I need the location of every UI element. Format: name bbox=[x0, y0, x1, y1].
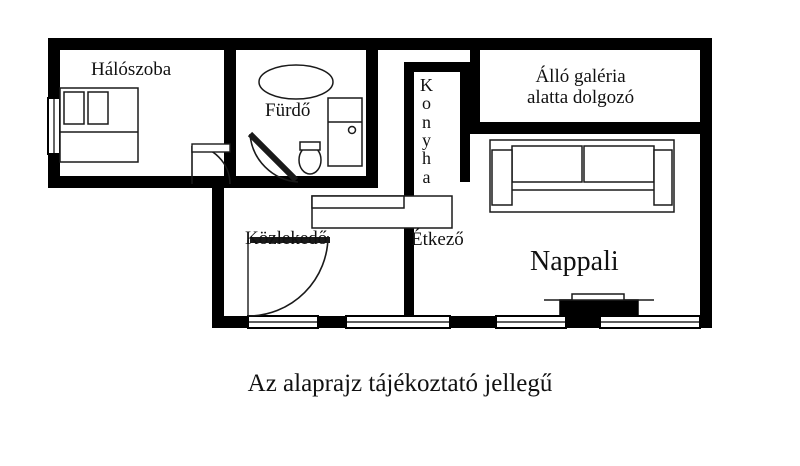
door-bedroom-panel bbox=[192, 144, 230, 152]
shower-knob bbox=[349, 127, 356, 134]
media-console-top bbox=[572, 294, 624, 300]
media-console bbox=[560, 300, 638, 316]
toilet-tank bbox=[300, 142, 320, 150]
wall-top bbox=[48, 38, 712, 50]
wall-bathroom-bottom bbox=[236, 176, 378, 188]
dining-bench bbox=[312, 196, 404, 208]
footer-note: Az alaprajz tájékoztató jellegű bbox=[247, 370, 553, 397]
wall-left-lower bbox=[212, 176, 224, 328]
kitchen-letter-5: h bbox=[422, 148, 431, 169]
sofa-cushion-left bbox=[512, 146, 582, 182]
wall-gallery-bottom bbox=[470, 122, 712, 134]
room-label-corridor: Közlekedő bbox=[245, 228, 328, 249]
wall-right bbox=[700, 38, 712, 328]
bed-pillow-right bbox=[88, 92, 108, 124]
room-label-gallery bbox=[527, 66, 634, 109]
room-label-living: Nappali bbox=[530, 246, 619, 277]
wall-kitchen-top bbox=[404, 62, 470, 72]
sofa-arm-right bbox=[654, 150, 672, 205]
bed-pillow-left bbox=[64, 92, 84, 124]
wall-kitchen-right bbox=[460, 62, 470, 182]
kitchen-letter-1: K bbox=[420, 75, 433, 95]
sofa-cushion-right bbox=[584, 146, 654, 182]
wall-bathroom-right bbox=[366, 50, 378, 188]
shower-cabin bbox=[328, 98, 362, 166]
wall-bedroom-bottom bbox=[48, 176, 224, 188]
wall-kitchen-left bbox=[404, 62, 414, 316]
kitchen-letter-4: y bbox=[422, 130, 431, 151]
room-label-gallery-line1: Álló galéria bbox=[535, 66, 626, 87]
room-label-kitchen bbox=[420, 76, 433, 186]
sofa-arm-left bbox=[492, 150, 512, 205]
kitchen-letter-2: o bbox=[422, 93, 431, 114]
room-label-bathroom: Fürdő bbox=[265, 100, 311, 121]
kitchen-letter-3: n bbox=[422, 111, 431, 132]
bathtub bbox=[259, 65, 333, 99]
room-label-bedroom: Hálószoba bbox=[91, 59, 172, 80]
wall-gallery-left bbox=[470, 50, 480, 134]
kitchen-letter-6: a bbox=[422, 166, 431, 187]
room-label-gallery-line2: alatta dolgozó bbox=[527, 87, 635, 109]
room-label-dining: Étkező bbox=[411, 229, 464, 250]
